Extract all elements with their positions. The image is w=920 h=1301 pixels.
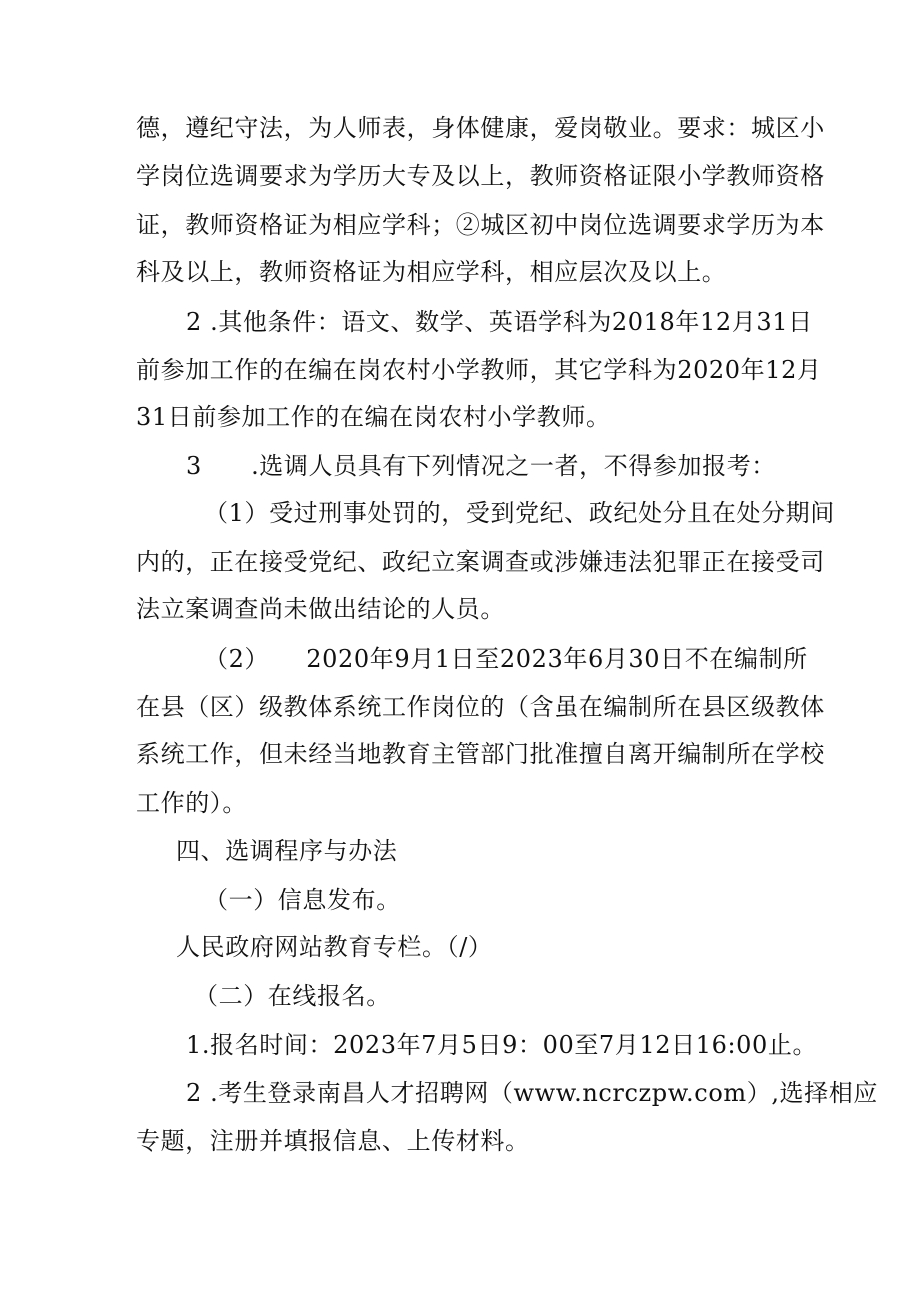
text-line-21: 2 .考生登录南昌人才招聘网（www.ncrczpw.com）,选择相应	[186, 1079, 878, 1107]
text-line-22: 专题，注册并填报信息、上传材料。	[136, 1127, 530, 1155]
text-line-18: 人民政府网站教育专栏。（/）	[176, 933, 493, 961]
text-line-3: 证，教师资格证为相应学科；②城区初中岗位选调要求学历为本	[136, 211, 825, 239]
text-line-4: 科及以上，教师资格证为相应学科，相应层次及以上。	[136, 258, 727, 286]
text-line-14: 系统工作，但未经当地教育主管部门批准擅自离开编制所在学校	[136, 740, 825, 768]
text-line-10: 内的，正在接受党纪、政纪立案调查或涉嫌违法犯罪正在接受司	[136, 548, 825, 576]
text-line-20: 1.报名时间：2023年7月5日9：00至7月12日16:00止。	[186, 1031, 818, 1059]
text-line-12: （2） 2020年9月1日至2023年6月30日不在编制所	[204, 645, 808, 673]
text-line-5: 2 .其他条件：语文、数学、英语学科为2018年12月31日	[186, 308, 813, 336]
text-line-8: 3 .选调人员具有下列情况之一者，不得参加报考：	[186, 452, 776, 480]
text-line-7: 31日前参加工作的在编在岗农村小学教师。	[136, 403, 611, 431]
text-line-2: 学岗位选调要求为学历大专及以上，教师资格证限小学教师资格	[136, 162, 825, 190]
text-line-1: 德，遵纪守法，为人师表，身体健康，爱岗敬业。要求：城区小	[136, 114, 825, 142]
subsection-heading-2: （二）在线报名。	[194, 982, 391, 1010]
text-line-15: 工作的）。	[136, 789, 247, 817]
text-line-9: （1）受过刑事处罚的，受到党纪、政纪处分且在处分期间	[204, 499, 835, 527]
subsection-heading-1: （一）信息发布。	[204, 886, 401, 914]
text-line-11: 法立案调查尚未做出结论的人员。	[136, 595, 505, 623]
text-line-6: 前参加工作的在编在岗农村小学教师，其它学科为2020年12月	[136, 356, 822, 384]
text-line-13: 在县（区）级教体系统工作岗位的（含虽在编制所在县区级教体	[136, 693, 825, 721]
section-heading-4: 四、选调程序与办法	[176, 837, 398, 865]
